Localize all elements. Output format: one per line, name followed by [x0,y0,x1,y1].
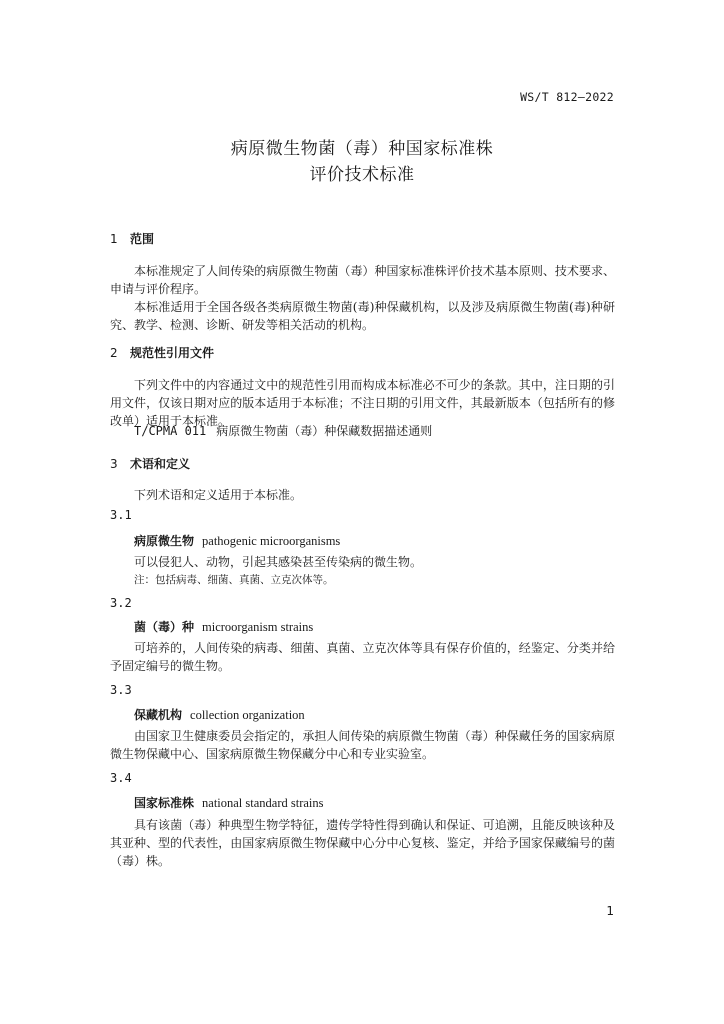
section-number: 1 [110,232,118,246]
paragraph: 本标准适用于全国各级各类病原微生物菌(毒)种保藏机构，以及涉及病原微生物菌(毒)种研究、教学、检测、诊断、研发等相关活动的机构。 [110,300,615,332]
term-chinese: 国家标准株 [134,796,195,810]
reference-code: T/CPMA 011 [134,424,207,438]
standard-code: WS/T 812—2022 [520,90,614,104]
section-number: 2 [110,346,118,360]
reference-title: 病原微生物菌（毒）种保藏数据描述通则 [216,424,433,438]
section-title: 范围 [130,232,155,246]
document-title-line1: 病原微生物菌（毒）种国家标准株 [230,139,494,159]
section-2-heading [110,344,214,361]
term-definition: 可以侵犯人、动物，引起其感染甚至传染病的微生物。 [134,555,423,569]
term-heading [134,532,340,549]
paragraph: 本标准规定了人间传染的病原微生物菌（毒）种国家标准株评价技术基本原则、技术要求、申请与评价程序。 [110,264,615,296]
term-english: pathogenic microorganisms [202,534,341,548]
term-number: 3.3 [110,683,132,697]
paragraph: 下列文件中的内容通过文中的规范性引用而构成本标准必不可少的条款。其中，注日期的引用文件，仅该日期对应的版本适用于本标准；不注日期的引用文件，其最新版本（包括所有的修改单）适用于本标准。 [110,378,615,428]
term-number: 3.2 [110,596,132,610]
term-heading [134,706,305,723]
term-chinese: 菌（毒）种 [134,620,195,634]
term-english: national standard strains [202,796,324,810]
section-number: 3 [110,457,118,471]
page-number: 1 [606,904,614,918]
term-english: microorganism strains [202,620,314,634]
term-heading [134,794,324,811]
section-title: 规范性引用文件 [130,346,215,360]
section-title: 术语和定义 [130,457,191,471]
normative-reference [134,422,432,439]
term-definition: 具有该菌（毒）种典型生物学特征，遗传学特性得到确认和保证、可追溯，且能反映该种及其亚种、型的代表性，由国家病原微生物保藏中心分中心复核、鉴定，并给予国家保藏编号的菌（毒）株。 [110,818,615,868]
term-definition: 由国家卫生健康委员会指定的，承担人间传染的病原微生物菌（毒）种保藏任务的国家病原微生物保藏中心、国家病原微生物保藏分中心和专业实验室。 [110,729,615,761]
term-number: 3.4 [110,771,132,785]
term-note: 注：包括病毒、细菌、真菌、立克次体等。 [134,574,334,586]
term-chinese: 病原微生物 [134,534,195,548]
term-english: collection organization [190,708,305,722]
paragraph: 下列术语和定义适用于本标准。 [134,488,303,502]
term-heading [134,618,313,635]
term-chinese: 保藏机构 [134,708,183,722]
term-definition: 可培养的，人间传染的病毒、细菌、真菌、立克次体等具有保存价值的，经鉴定、分类并给予固定编号的微生物。 [110,641,615,673]
section-1-heading [110,230,154,247]
document-title-line2: 评价技术标准 [309,165,415,185]
section-3-heading [110,455,190,472]
term-number: 3.1 [110,508,132,522]
